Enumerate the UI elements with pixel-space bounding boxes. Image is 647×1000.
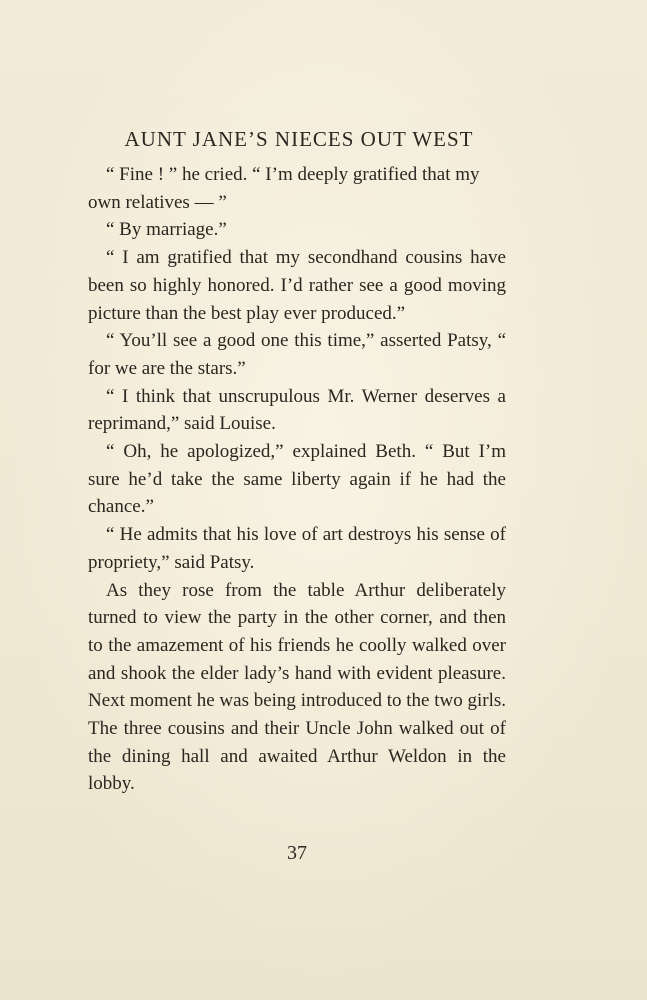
paragraph-3: “ I am gratified that my secondhand cousins have been so highly honored. I’d rather see a good moving picture than the best play ever produced.” [88, 247, 506, 324]
paragraph-7: “ He admits that his love of art destroys his sense of propriety,” said Patsy. [88, 524, 506, 573]
paragraph-4: “ You’ll see a good one this time,” asserted Patsy, “ for we are the stars.” [88, 330, 506, 379]
paragraph-8: As they rose from the table Arthur deliberately turned to view the party in the other corner, and then to the amazement of his friends he coolly walked over and shook the elder lady’s hand with evident pleasure. Next moment he was being introduced to the two girls. The three cousins and their Uncle John walked out of the dining hall and awaited Arthur Weldon in the lobby. [88, 579, 506, 795]
paragraph-2: “ By marriage.” [106, 219, 227, 241]
running-head: AUNT JANE’S NIECES OUT WEST [124, 127, 474, 151]
body-text [88, 161, 506, 798]
paragraph-5: “ I think that unscrupulous Mr. Werner deserves a reprimand,” said Louise. [88, 385, 506, 435]
paragraph-1: “ Fine ! ” he cried. “ I’m deeply gratified that my own relatives — ” [88, 164, 480, 213]
paragraph-6: “ Oh, he apologized,” explained Beth. “ But I’m sure he’d take the same liberty again if he had the chance.” [88, 441, 506, 518]
page-number: 37 [287, 842, 307, 864]
